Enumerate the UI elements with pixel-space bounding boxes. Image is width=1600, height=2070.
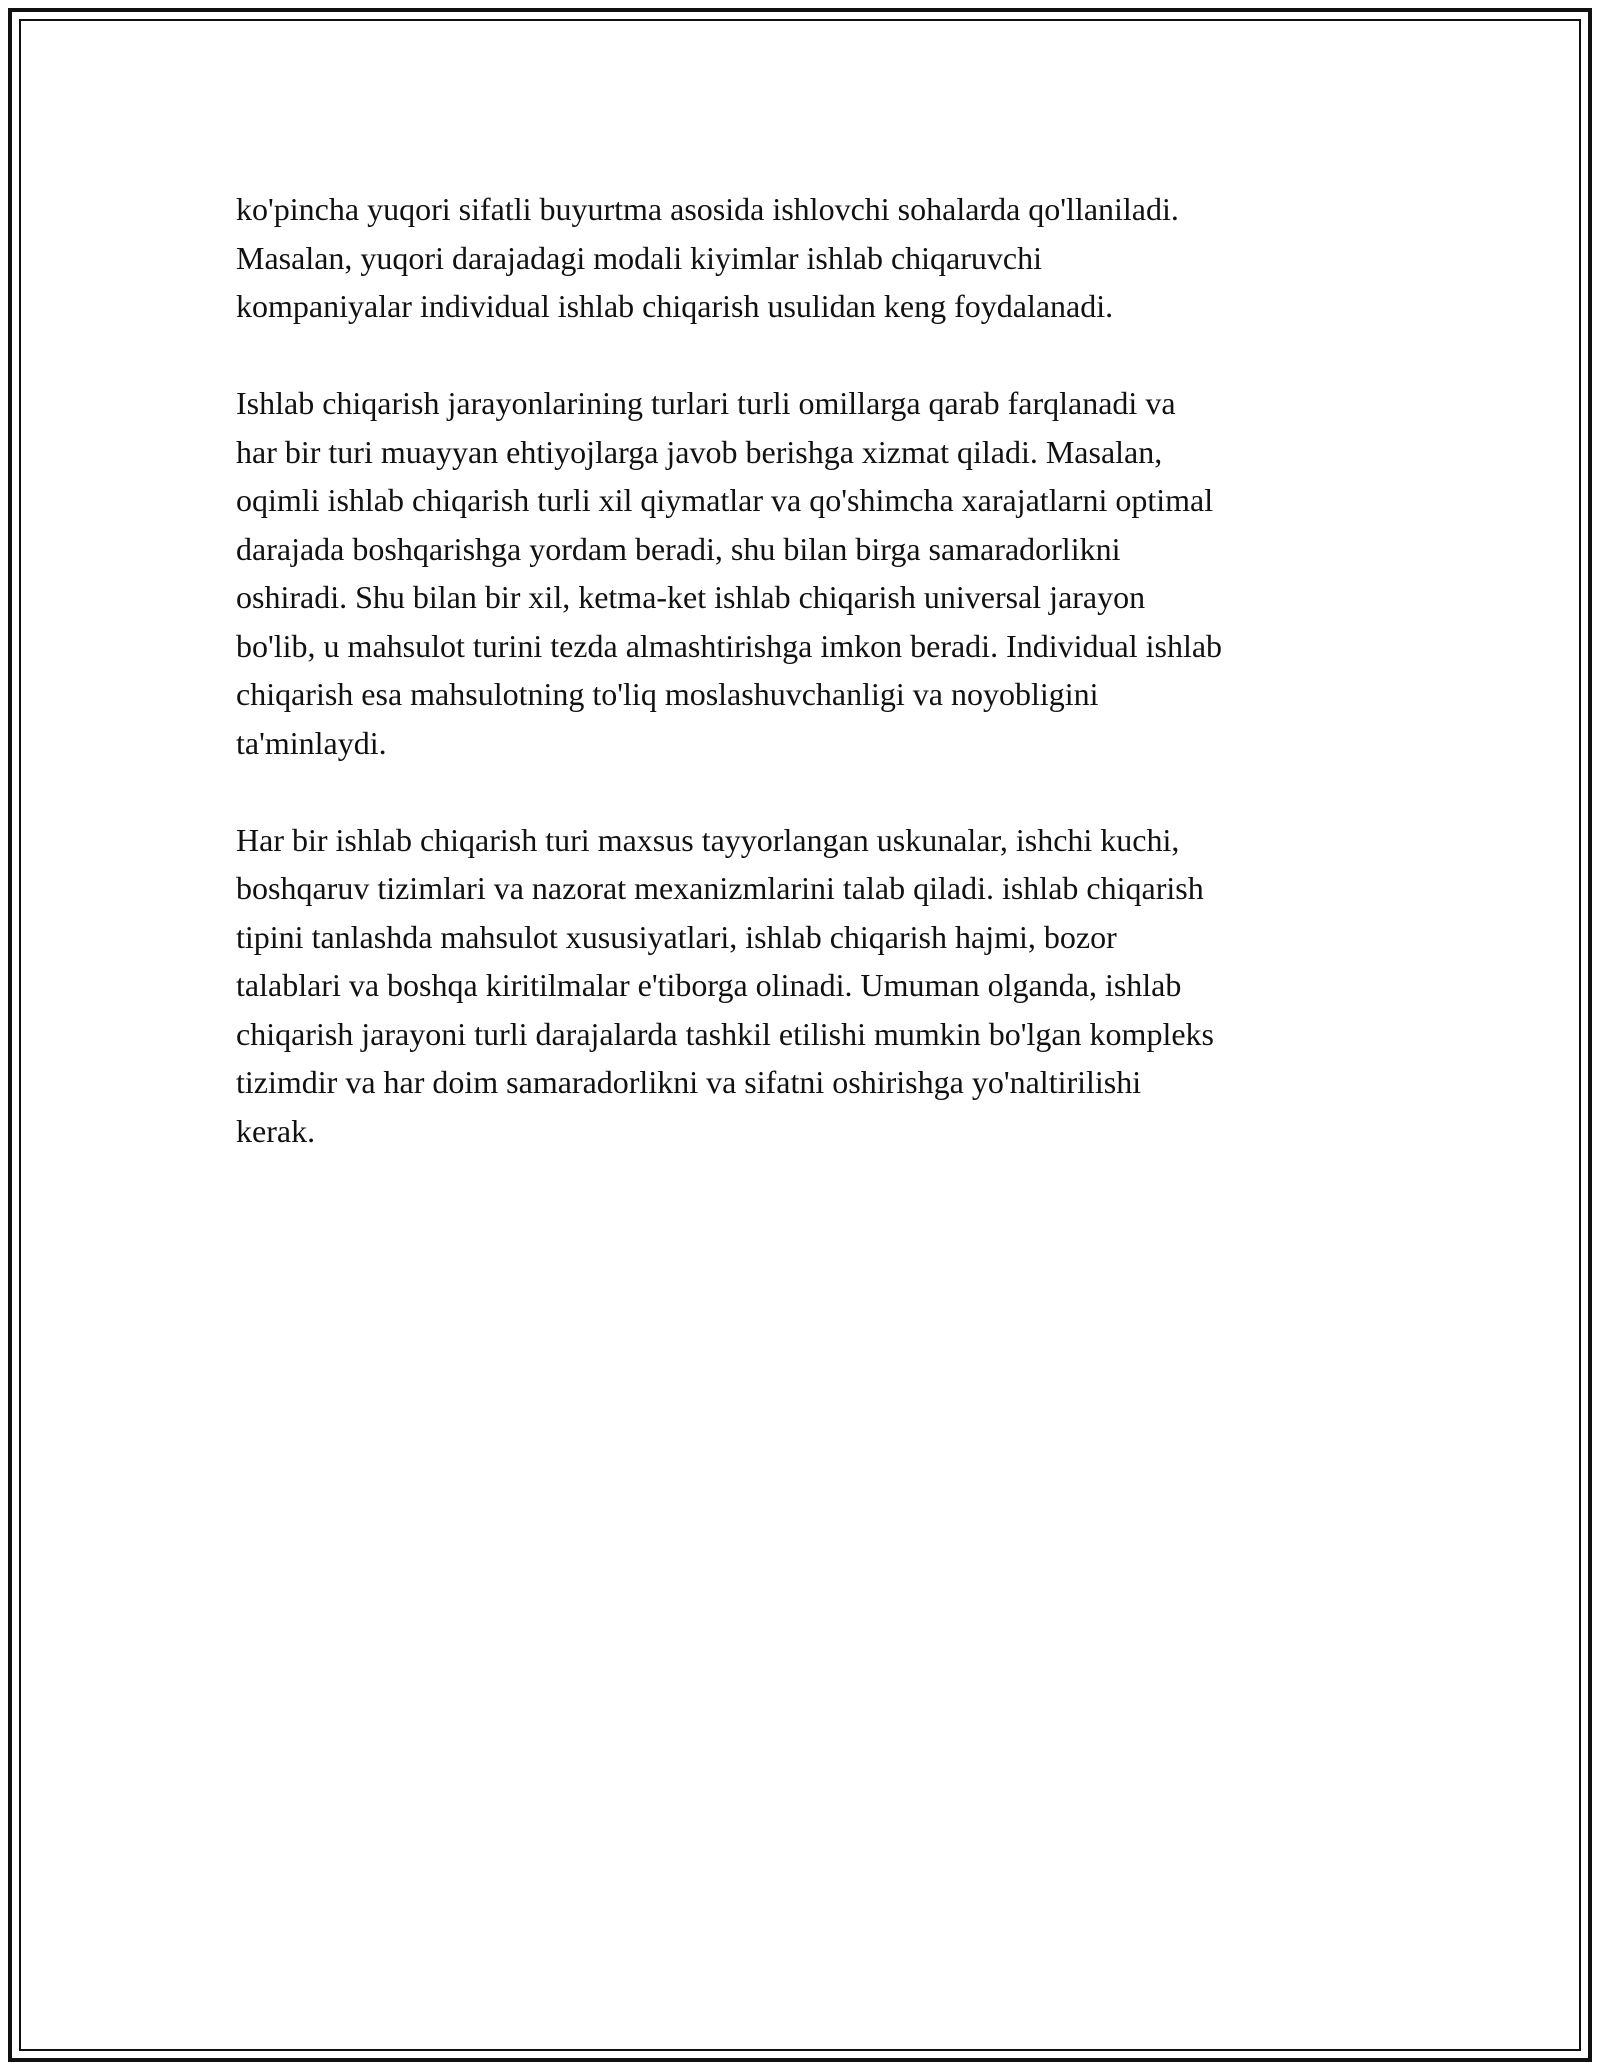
paragraph-1: [236, 185, 1376, 331]
document-body: [236, 185, 1376, 1204]
paragraph-line: bo'lib, u mahsulot turini tezda almashtirishga imkon beradi. Individual ishlab: [236, 627, 1223, 664]
paragraph-line: darajada boshqarishga yordam beradi, shu bilan birga samaradorlikni: [236, 530, 1121, 567]
paragraph-line: chiqarish jarayoni turli darajalarda tashkil etilishi mumkin bo'lgan kompleks: [236, 1015, 1214, 1052]
paragraph-line: Har bir ishlab chiqarish turi maxsus tayyorlangan uskunalar, ishchi kuchi,: [236, 821, 1180, 858]
paragraph-2: [236, 379, 1376, 767]
paragraph-line: oqimli ishlab chiqarish turli xil qiymatlar va qo'shimcha xarajatlarni optimal: [236, 482, 1214, 518]
paragraph-line: tipini tanlashda mahsulot xususiyatlari, ishlab chiqarish hajmi, bozor: [236, 918, 1117, 955]
paragraph-line: tizimdir va har doim samaradorlikni va sifatni oshirishga yo'naltirilishi: [236, 1064, 1142, 1100]
paragraph-line: har bir turi muayyan ehtiyojlarga javob berishga xizmat qiladi. Masalan,: [236, 433, 1163, 470]
paragraph-line: ko'pincha yuqori sifatli buyurtma asosida ishlovchi sohalarda qo'llaniladi.: [236, 191, 1179, 227]
paragraph-line: Masalan, yuqori darajadagi modali kiyimlar ishlab chiqaruvchi: [236, 239, 1042, 276]
paragraph-line: chiqarish esa mahsulotning to'liq moslashuvchanligi va noyobligini: [236, 676, 1099, 712]
paragraph-3: [236, 816, 1376, 1156]
paragraph-line: kerak.: [236, 1112, 316, 1149]
paragraph-line: oshiradi. Shu bilan bir xil, ketma-ket ishlab chiqarish universal jarayon: [236, 579, 1146, 615]
paragraph-line: boshqaruv tizimlari va nazorat mexanizmlarini talab qiladi. ishlab chiqarish: [236, 870, 1204, 906]
paragraph-line: talablari va boshqa kiritilmalar e'tiborga olinadi. Umuman olganda, ishlab: [236, 967, 1182, 1003]
paragraph-line: Ishlab chiqarish jarayonlarining turlari turli omillarga qarab farqlanadi va: [236, 385, 1176, 421]
paragraph-line: ta'minlaydi.: [236, 724, 387, 761]
paragraph-line: kompaniyalar individual ishlab chiqarish usulidan keng foydalanadi.: [236, 288, 1114, 324]
